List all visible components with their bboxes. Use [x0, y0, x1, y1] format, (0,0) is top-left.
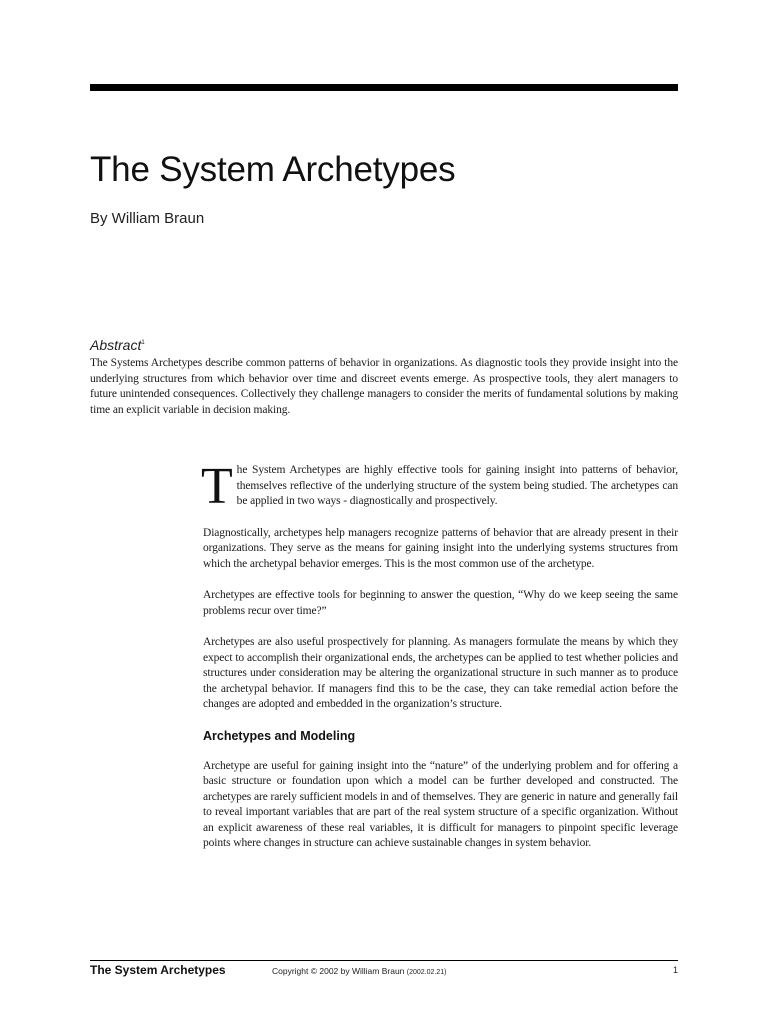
page-number: 1 [672, 965, 678, 975]
author-byline: By William Braun [90, 210, 205, 227]
paragraph-modeling: Archetype are useful for gaining insight into the “nature” of the underlying problem and for offering a basic structure or foundation upon which a model can be further developed and constructed. The archetypes are rarely sufficient models in and of themselves. They are generic in nature and generally fail to reveal important variables that are part of the real system structure of a specific organization. Without an explicit awareness of these real variables, it is difficult for managers to pinpoint specific leverage points where changes in structure can achieve sustainable changes in system behavior. [203, 759, 678, 849]
document-title: The System Archetypes [90, 150, 456, 189]
footer-title: The System Archetypes [90, 963, 226, 977]
footnote-marker: 1 [141, 340, 145, 346]
paragraph-question: Archetypes are effective tools for beginning to answer the question, “Why do we keep seeing the same problems recur over time?” [203, 589, 678, 617]
abstract-heading [90, 337, 145, 353]
footer-copyright [272, 966, 446, 976]
paragraph-diagnostic: Diagnostically, archetypes help managers recognize patterns of behavior that are already present in their organizations. They serve as the means for gaining insight into the underlying systems structures from which the archetypal behavior emerges. This is the most common use of the archetype. [203, 526, 678, 570]
copyright-text: Copyright © 2002 by William Braun [272, 966, 405, 976]
lead-paragraph [201, 458, 678, 515]
main-body [201, 458, 678, 868]
drop-cap: T [201, 458, 233, 515]
abstract-body: The Systems Archetypes describe common patterns of behavior in organizations. As diagnostic tools they provide insight into the underlying structures from which behavior over time and discreet events emerge. As prospective tools, they alert managers to future unintended consequences. Collectively they challenge managers to consider the merits of fundamental solutions by making time an explicit variable in decision making. [90, 357, 678, 416]
footer-date: (2002.02.21) [406, 969, 447, 976]
footer-rule [90, 960, 678, 961]
header-rule [90, 84, 678, 91]
paragraph-prospective: Archetypes are also useful prospectively for planning. As managers formulate the means by which they expect to accomplish their organizational ends, the archetypes can be applied to test whether policies and structures under consideration may be altering the organizational structure in such manner as to produce the archetypal behavior. If managers find this to be the case, they can take remedial action before the changes are adopted and embedded in the organization’s structure. [203, 636, 678, 710]
lead-text: he System Archetypes are highly effective tools for gaining insight into patterns of behavior, themselves reflective of the underlying structure of the system being studied. The archetypes can be applied in two ways - diagnostically and prospectively. [236, 464, 678, 507]
section-heading: Archetypes and Modeling [203, 728, 356, 743]
abstract-heading-text: Abstract [90, 337, 142, 353]
